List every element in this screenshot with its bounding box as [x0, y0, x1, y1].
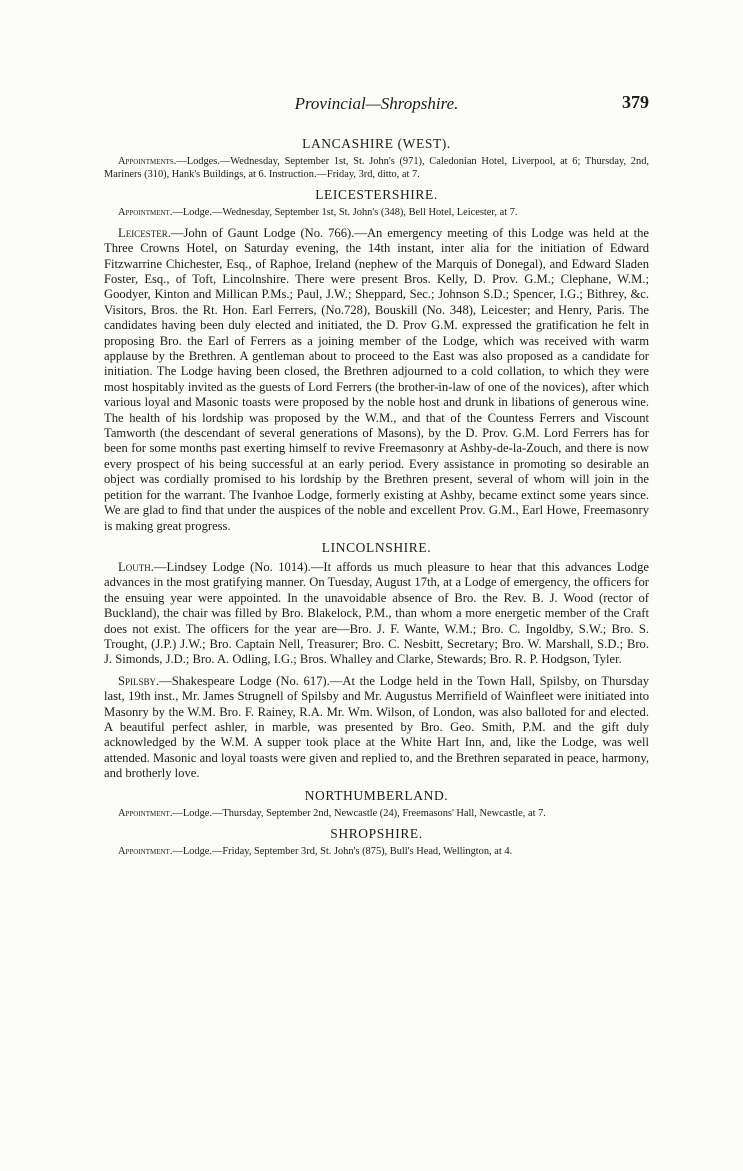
appointment-paragraph — [104, 207, 649, 220]
section-title-lincolnshire: LINCOLNSHIRE. — [321, 539, 432, 555]
paragraph-lead: Appointments. — [118, 156, 177, 167]
page-header — [104, 92, 649, 118]
paragraph-text: —Lodges.—Wednesday, September 1st, St. John's (971), Caledonian Hotel, Liverpool, at 6; Thursday, 2nd, Mariners (310), Hank's Buildings, at 6. Instruction.—Friday, 3rd, ditto, at 7. — [104, 156, 649, 180]
leicester-report-paragraph — [104, 226, 649, 534]
spilsby-report-paragraph — [104, 674, 649, 782]
paragraph-text: —Lodge.—Thursday, September 2nd, Newcastle (24), Freemasons' Hall, Newcastle, at 7. — [172, 807, 546, 819]
paragraph-lead: Spilsby. — [118, 673, 160, 688]
paragraph-lead: Appointment. — [118, 846, 173, 858]
running-title: Provincial—Shropshire. — [294, 94, 459, 113]
appointment-paragraph — [104, 846, 649, 859]
section-title-northumberland: NORTHUMBERLAND. — [304, 787, 449, 803]
appointment-paragraph — [104, 808, 649, 821]
paragraph-text: —John of Gaunt Lodge (No. 766).—An emergency meeting of this Lodge was held at the Three Crowns Hotel, on Saturday evening, the 14th instant, inter alia for the initiation of Edward Fitzwarrine Chichester, Esq., of Raphoe, Ireland (nephew of the Marquis of Donegal), and Edward Sladen Foster, Esq., of Toft, Lincolnshire. There were present Bros. Kelly, D. Prov. G.M.; Clephane, W.M.; Goodyer, Kinton and Millican P.Ms.; Paul, J.W.; Sheppard, Sec.; Johnson S.D.; Spencer, I.G.; Bithrey, &c. Visitors, Bros. the Rt. Hon. Earl Ferrers, (No.728), Bouskill (No. 348), Leicester; and Henry, Paris. The candidates having been duly elected and initiated, the D. Prov G.M. expressed the gratification he felt in proposing Bro. the Earl of Ferrers as a joining member of the Lodge, which was received with warm applause by the Brethren. A gentleman about to proceed to the East was also proposed as a candidate for initiation. The Lodge having been closed, the Brethren adjourned to a cold collation, to which they were most hospitably invited as the guests of Lord Ferrers (the brother-in-law of one of the novices), after which various loyal and Masonic toasts were proposed by the noble host and drunk in libations of generous wine. The health of his lordship was proposed by the W.M., and that of the Countess Ferrers and Viscount Tamworth (the descendant of several generations of Masons), by the D. Prov. G.M. Lord Ferrers has for been for some months past exerting himself to revive Freemasonry at Ashby-de-la-Zouch, and there is now every prospect of his being successful at an early period. Every assistance in promoting so desirable an object was cordially promised to his lordship by the Brethren present, several of whom will join in the petition for the warrant. The Ivanhoe Lodge, formerly existing at Ashby, became extinct some years since. We are glad to find that under the auspices of the noble and excellent Prov. G.M., Earl Howe, Freemasonry is making great progress. — [104, 225, 649, 533]
appointments-paragraph — [104, 156, 649, 181]
article-body — [104, 136, 649, 865]
paragraph-text: —Lindsey Lodge (No. 1014).—It affords us much pleasure to hear that this advances Lodge advances in the most gratifying manner. On Tuesday, August 17th, at a Lodge of emergency, the officers for the ensuing year were appointed. In the unavoidable absence of Bro. the Rev. B. J. Wood (rector of Buckland), the chair was filled by Bro. Blakelock, P.M., than whom a more energetic member of the Craft does not exist. The officers for the year are—Bro. J. F. Wante, W.M.; Bro. C. Ingoldby, S.W.; Bro. S. Trought, (J.P.) J.W.; Bro. Captain Nell, Treasurer; Bro. C. Nesbitt, Secretary; Bro. W. Marshall, S.D.; Bro. J. Simonds, J.D.; Bro. A. Odling, I.G.; Bros. Whalley and Clarke, Stewards; Bro. R. P. Hodgson, Tyler. — [104, 559, 649, 667]
paragraph-text: —Lodge.—Friday, September 3rd, St. John's (875), Bull's Head, Wellington, at 4. — [172, 846, 513, 858]
section-title-shropshire: SHROPSHIRE. — [330, 826, 423, 842]
section-title-lancashire-west: LANCASHIRE (WEST). — [302, 136, 451, 151]
paragraph-lead: Louth. — [118, 559, 154, 574]
paragraph-text: —Shakespeare Lodge (No. 617).—At the Lodge held in the Town Hall, Spilsby, on Thursday last, 19th inst., Mr. James Strugnell of Spilsby and Mr. Augustus Merrifield of Wainfleet were initiated into Masonry by the W.M. Bro. F. Rainey, R.A. Mr. Wm. Wilson, of London, was also balloted for and elected. A beautiful perfect ashler, in marble, was presented by Bro. Geo. Smith, P.M. and the gift duly acknowledged by the W.M. A supper took place at the White Hart Inn, and, like the Lodge, was well attended. Masonic and loyal toasts were given and replied to, and the Brethren separated in peace, harmony, and brotherly love. — [104, 673, 649, 781]
paragraph-lead: Leicester. — [118, 225, 171, 240]
page-number: 379 — [622, 92, 649, 112]
paragraph-lead: Appointment. — [118, 207, 173, 219]
louth-report-paragraph — [104, 560, 649, 668]
paragraph-lead: Appointment. — [118, 807, 173, 819]
paragraph-text: —Lodge.—Wednesday, September 1st, St. John's (348), Bell Hotel, Leicester, at 7. — [172, 207, 518, 219]
section-title-leicestershire: LEICESTERSHIRE. — [315, 187, 438, 203]
